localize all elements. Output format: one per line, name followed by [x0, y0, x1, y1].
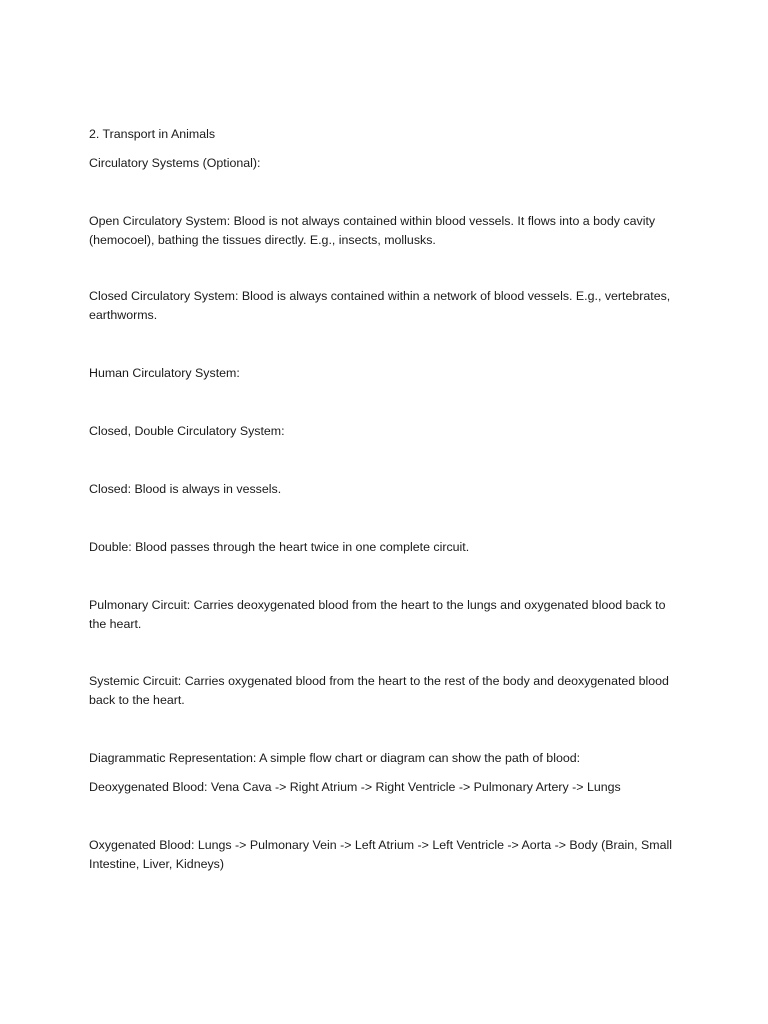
circulatory-systems-heading: Circulatory Systems (Optional):	[89, 156, 261, 170]
closed-definition: Closed: Blood is always in vessels.	[89, 482, 282, 496]
closed-circulatory-system-paragraph: Closed Circulatory System: Blood is always contained within a network of blood vessels. E.g., vertebrates, earthworms.	[89, 289, 671, 322]
section-title: 2. Transport in Animals	[89, 127, 216, 141]
pulmonary-circuit-paragraph: Pulmonary Circuit: Carries deoxygenated blood from the heart to the lungs and oxygenated blood back to the heart.	[89, 598, 666, 631]
open-circulatory-system-paragraph: Open Circulatory System: Blood is not always contained within blood vessels. It flows into a body cavity (hemocoel), bathing the tissues directly. E.g., insects, mollusks.	[89, 214, 656, 247]
oxygenated-blood-path: Oxygenated Blood: Lungs -> Pulmonary Vein -> Left Atrium -> Left Ventricle -> Aorta -> Body (Brain, Small Intestine, Liver, Kidneys)	[89, 838, 673, 871]
diagrammatic-representation-intro: Diagrammatic Representation: A simple flow chart or diagram can show the path of blood:	[89, 751, 581, 765]
human-circulatory-system-heading: Human Circulatory System:	[89, 366, 240, 380]
closed-double-heading: Closed, Double Circulatory System:	[89, 424, 285, 438]
deoxygenated-blood-path: Deoxygenated Blood: Vena Cava -> Right Atrium -> Right Ventricle -> Pulmonary Artery -> Lungs	[89, 780, 621, 794]
systemic-circuit-paragraph: Systemic Circuit: Carries oxygenated blood from the heart to the rest of the body and deoxygenated blood back to the heart.	[89, 674, 669, 707]
double-definition: Double: Blood passes through the heart twice in one complete circuit.	[89, 540, 470, 554]
